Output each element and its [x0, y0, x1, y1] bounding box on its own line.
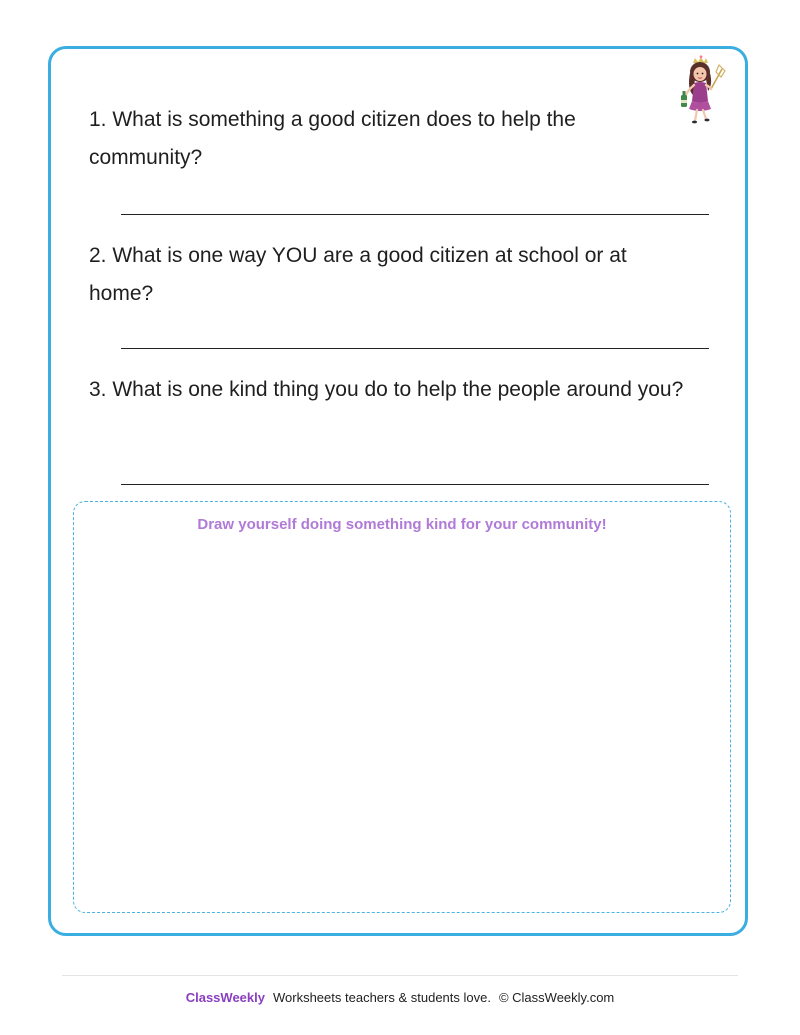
worksheet-card — [48, 46, 748, 936]
question-2-text: 2. What is one way YOU are a good citizen at school or at home? — [89, 244, 627, 305]
question-1-text: 1. What is something a good citizen does to help the community? — [89, 108, 576, 169]
footer-divider — [62, 975, 738, 976]
answer-line-1[interactable] — [121, 214, 709, 215]
footer-tagline: Worksheets teachers & students love. — [272, 990, 491, 1005]
footer-copyright: © ClassWeekly.com — [498, 990, 615, 1005]
footer-brand: ClassWeekly — [185, 990, 265, 1005]
answer-line-2[interactable] — [121, 348, 709, 349]
footer — [0, 990, 800, 1005]
drawing-area[interactable] — [73, 501, 731, 913]
answer-line-3[interactable] — [121, 484, 709, 485]
question-3-text: 3. What is one kind thing you do to help the people around you? — [89, 378, 684, 401]
drawing-prompt: Draw yourself doing something kind for your community! — [197, 516, 607, 533]
